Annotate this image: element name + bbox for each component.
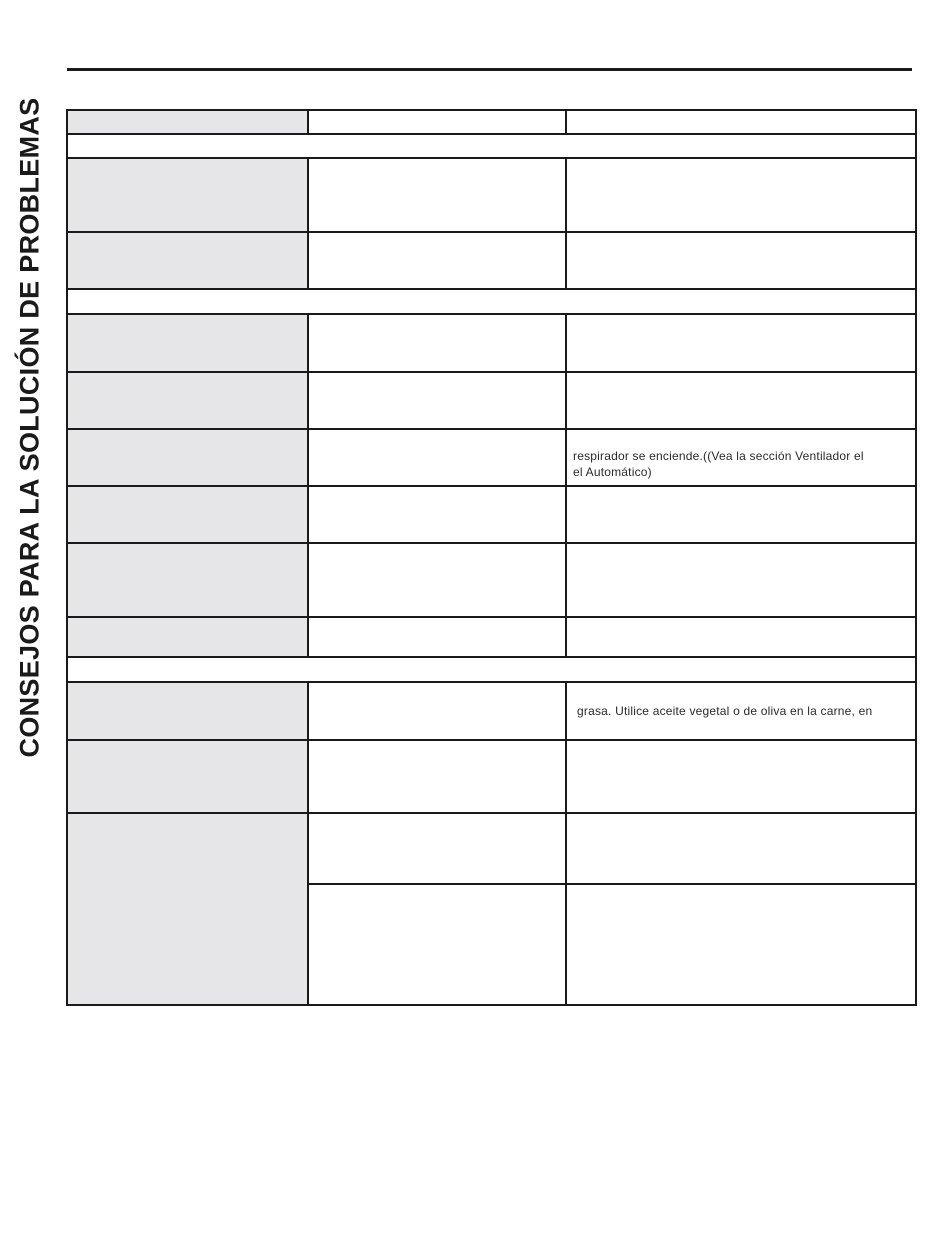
solution-text-respirador: respirador se enciende.((Vea la sección Ventilador el el Automático) (573, 449, 864, 479)
cause-cell (309, 683, 567, 741)
cause-cell (309, 618, 567, 658)
section-header-row (68, 290, 915, 315)
solution-cell (567, 487, 915, 544)
solution-cell (567, 315, 915, 373)
cause-cell (309, 487, 567, 544)
problem-cell (68, 683, 309, 741)
cause-cell (309, 315, 567, 373)
problem-cell (68, 741, 309, 814)
solution-text-grasa: grasa. Utilice aceite vegetal o de oliva en la carne, en (577, 704, 873, 718)
problem-cell (68, 430, 309, 487)
problem-cell (68, 373, 309, 430)
header-cell-problem (68, 111, 309, 135)
solution-cell (567, 618, 915, 658)
section-header-row (68, 135, 915, 159)
solution-cell (567, 741, 915, 814)
problem-cell (68, 487, 309, 544)
solution-cell (567, 544, 915, 618)
cause-cell (309, 430, 567, 487)
solution-cell-grasa (567, 683, 915, 741)
side-title-wrapper (8, 40, 52, 815)
cause-cell (309, 159, 567, 233)
solution-cell-respirador (567, 430, 915, 487)
solution-cell (567, 233, 915, 290)
problem-cell (68, 618, 309, 658)
cause-cell (309, 814, 567, 885)
solution-cell (567, 814, 915, 885)
solution-cell (567, 885, 915, 1004)
solution-cell (567, 373, 915, 430)
header-cell-cause (309, 111, 567, 135)
top-rule (67, 68, 912, 71)
cause-cell (309, 885, 567, 1004)
cause-cell (309, 544, 567, 618)
solution-cell (567, 159, 915, 233)
cause-cell (309, 373, 567, 430)
problem-cell (68, 544, 309, 618)
side-title: CONSEJOS PARA LA SOLUCIÓN DE PROBLEMAS (14, 97, 45, 758)
header-cell-solution (567, 111, 915, 135)
problem-cell-merged (68, 814, 309, 1004)
problem-cell (68, 315, 309, 373)
problem-cell (68, 233, 309, 290)
section-header-row (68, 658, 915, 683)
problem-cell (68, 159, 309, 233)
cause-cell (309, 233, 567, 290)
troubleshooting-table (66, 109, 917, 1006)
cause-cell (309, 741, 567, 814)
